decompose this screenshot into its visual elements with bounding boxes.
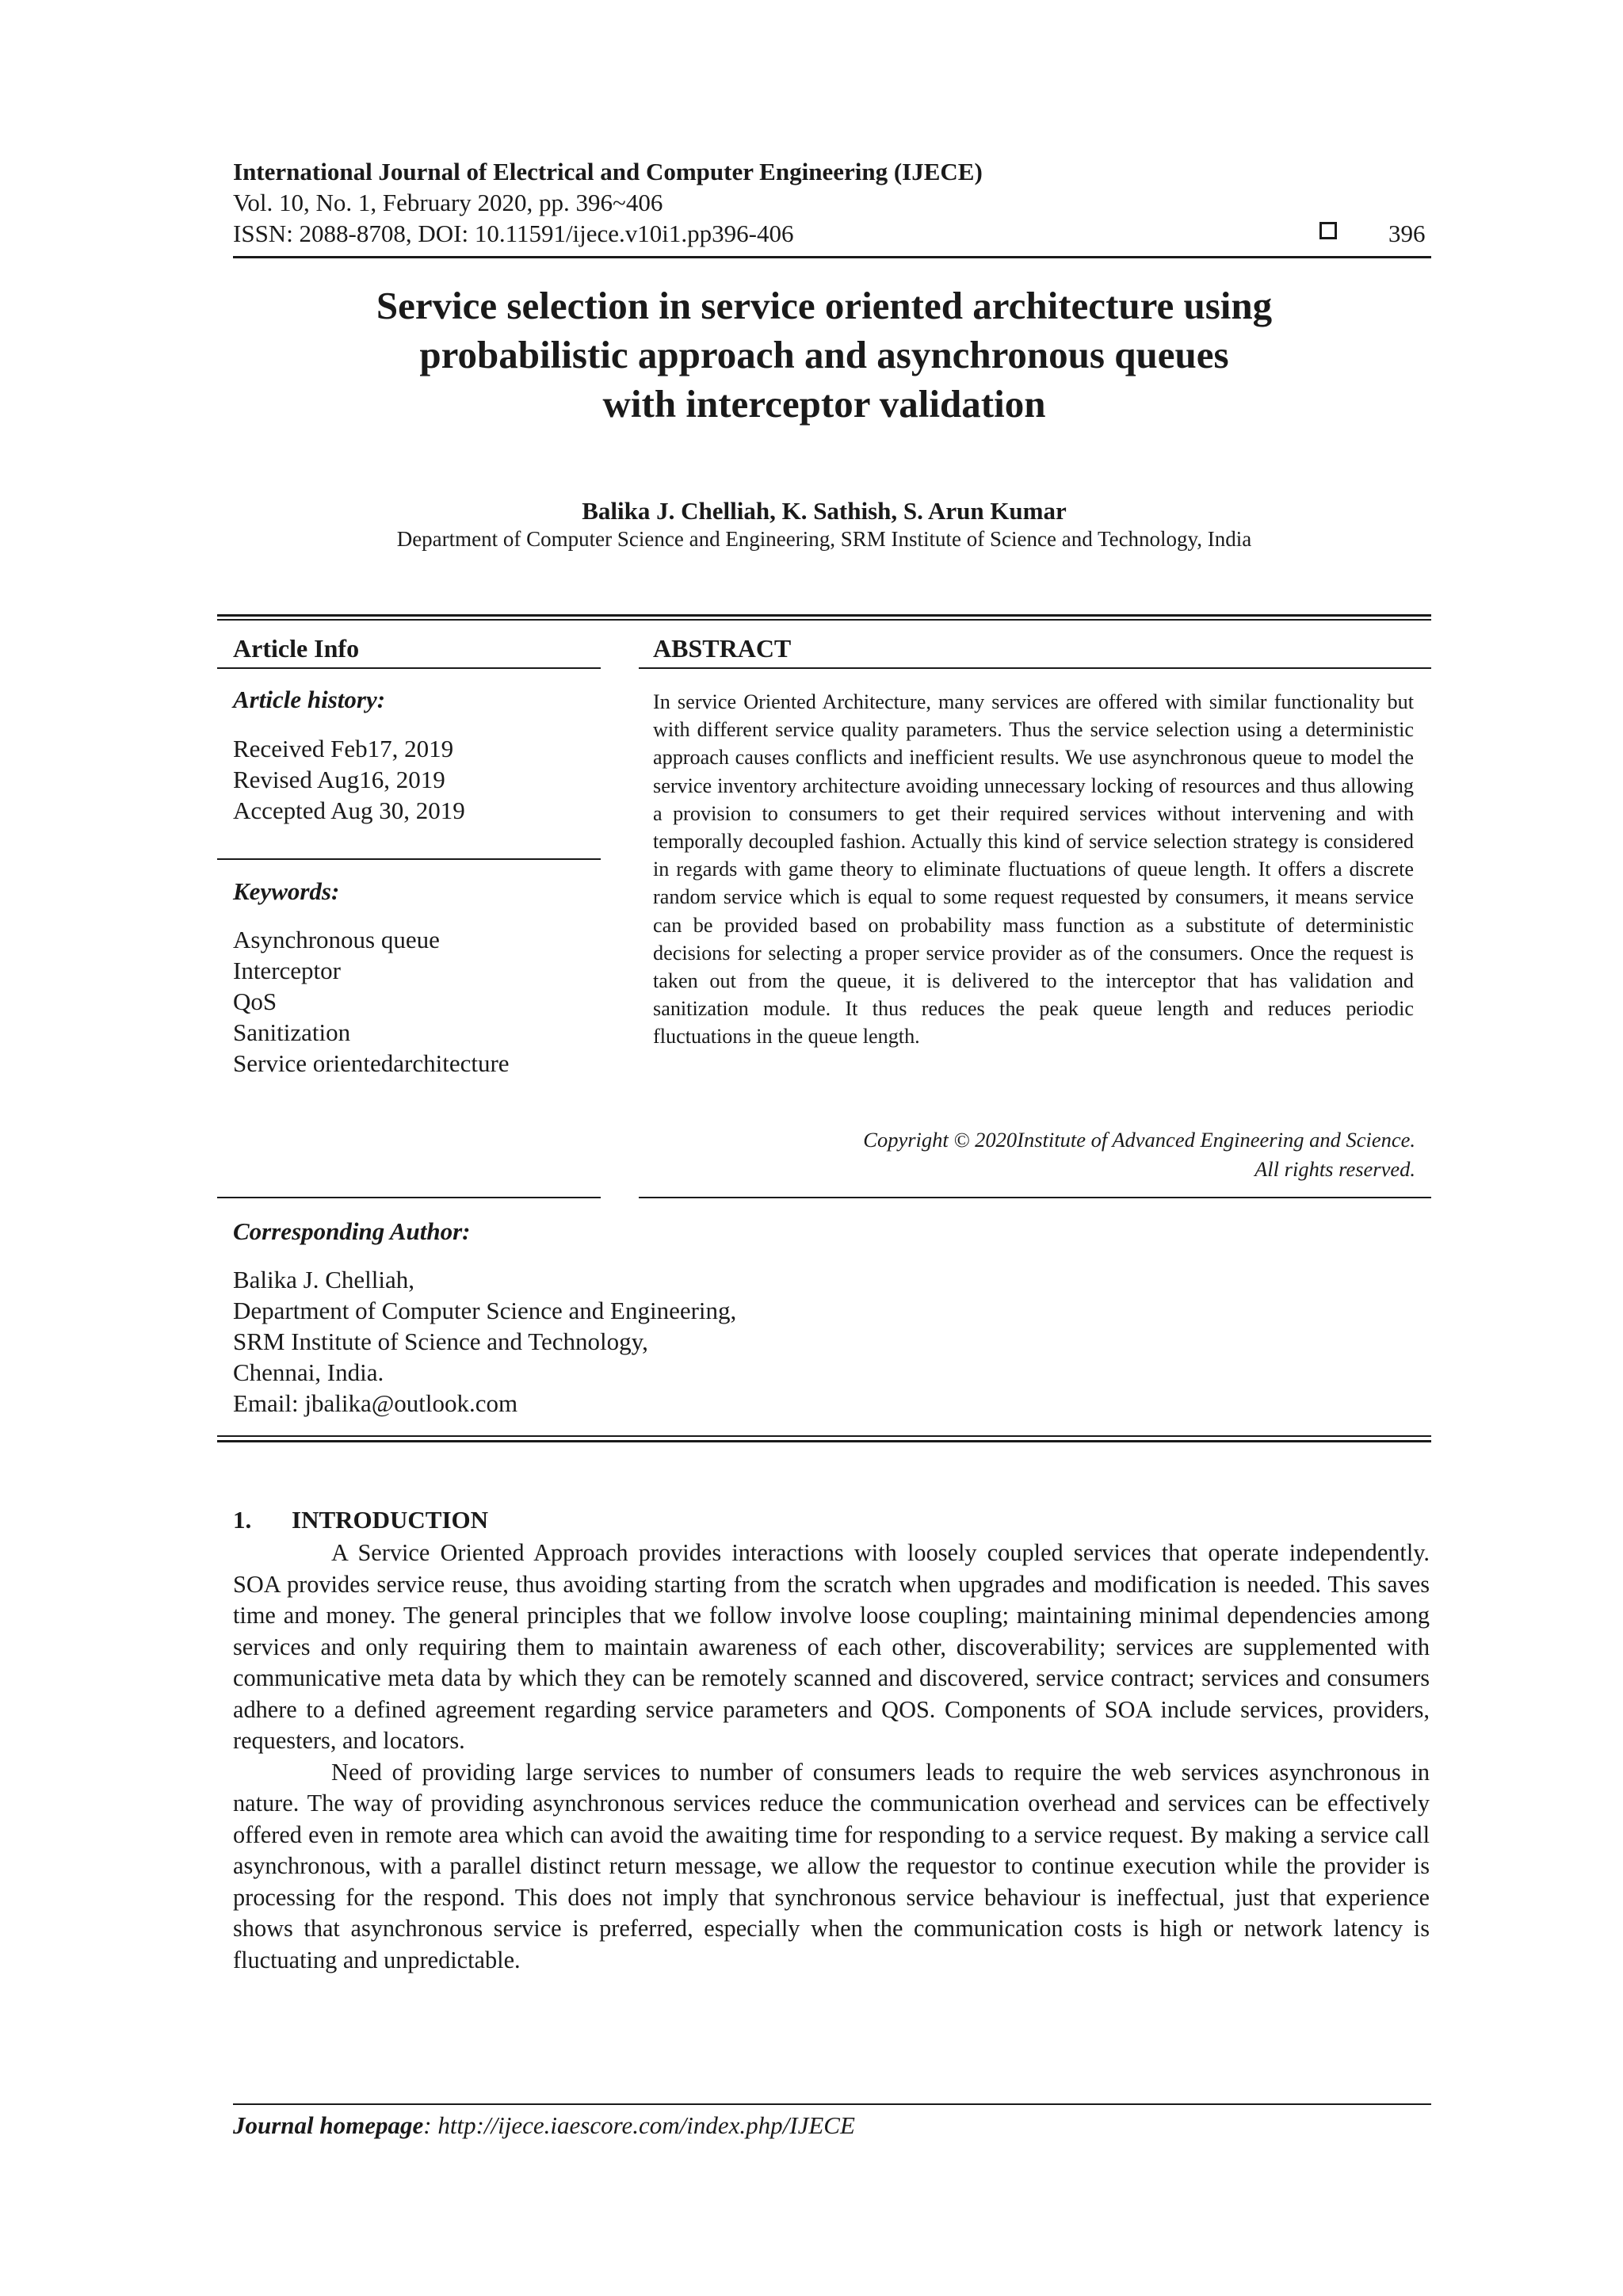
keywords-rule bbox=[217, 858, 601, 860]
footer-label: Journal homepage bbox=[233, 2111, 424, 2139]
history-accepted: Accepted Aug 30, 2019 bbox=[233, 797, 465, 824]
paper-title bbox=[206, 281, 1442, 429]
keyword-item: Service orientedarchitecture bbox=[233, 1049, 510, 1077]
authors: Balika J. Chelliah, K. Sathish, S. Arun Kumar bbox=[582, 497, 1067, 525]
keywords-list bbox=[233, 924, 510, 1079]
history-revised: Revised Aug16, 2019 bbox=[233, 766, 445, 793]
box-top-rule bbox=[217, 614, 1431, 617]
author-department: Department of Computer Science and Engineering, bbox=[233, 1297, 737, 1324]
title-line: Service selection in service oriented architecture using bbox=[376, 284, 1273, 327]
journal-name: International Journal of Electrical and Computer Engineering (IJECE) bbox=[233, 158, 983, 185]
issn-doi: ISSN: 2088-8708, DOI: 10.11591/ijece.v10i1.pp396-406 bbox=[233, 220, 794, 247]
keyword-item: QoS bbox=[233, 988, 277, 1015]
author-email: Email: jbalika@outlook.com bbox=[233, 1389, 518, 1417]
article-info-bottom-rule bbox=[217, 1197, 601, 1198]
article-info-rule bbox=[217, 667, 601, 669]
article-history-list bbox=[233, 733, 465, 826]
title-line: probabilistic approach and asynchronous queues bbox=[419, 333, 1229, 376]
header-rule bbox=[233, 256, 1431, 258]
corresponding-author-details bbox=[233, 1264, 736, 1419]
journal-homepage bbox=[233, 2111, 855, 2140]
keyword-item: Sanitization bbox=[233, 1018, 351, 1046]
intro-heading: INTRODUCTION bbox=[292, 1506, 489, 1534]
intro-paragraph: Need of providing large services to number of consumers leads to require the web services asynchronous in nature. The way of providing asynchronous services reduce the communication overhead and services can be effectively offered even in remote area which can avoid the awaiting time for responding to a service request. By making a service call asynchronous, with a parallel distinct return message, we allow the requestor to continue execution while the provider is processing for the respond. This does not imply that synchronous service behaviour is ineffectual, just that experience shows that asynchronous service is preferred, especially when the communication costs is high or network latency is fluctuating and unpredictable. bbox=[233, 1758, 1430, 1973]
abstract-bottom-rule bbox=[639, 1197, 1431, 1198]
author-name: Balika J. Chelliah, bbox=[233, 1266, 415, 1293]
title-line: with interceptor validation bbox=[602, 382, 1046, 426]
abstract-heading: ABSTRACT bbox=[653, 634, 792, 663]
keyword-item: Interceptor bbox=[233, 957, 341, 984]
article-history-heading: Article history: bbox=[233, 686, 386, 713]
author-institute: SRM Institute of Science and Technology, bbox=[233, 1328, 648, 1355]
keywords-heading: Keywords: bbox=[233, 877, 340, 905]
copyright-notice bbox=[863, 1125, 1415, 1184]
abstract-rule bbox=[639, 667, 1431, 669]
footer-rule bbox=[233, 2103, 1431, 2105]
box-bottom-rule-2 bbox=[217, 1440, 1431, 1442]
page-number: 396 bbox=[1388, 220, 1426, 247]
affiliation: Department of Computer Science and Engineering, SRM Institute of Science and Technology, India bbox=[396, 527, 1252, 551]
rights-line: All rights reserved. bbox=[1254, 1157, 1415, 1181]
history-received: Received Feb17, 2019 bbox=[233, 735, 454, 762]
article-info-heading: Article Info bbox=[233, 634, 360, 663]
box-bottom-rule bbox=[217, 1435, 1431, 1437]
box-top-rule-2 bbox=[217, 619, 1431, 621]
checkbox-square-icon bbox=[1319, 222, 1337, 239]
copyright-line: Copyright © 2020Institute of Advanced Engineering and Science. bbox=[863, 1128, 1415, 1152]
abstract-text: In service Oriented Architecture, many services are offered with similar functionality but with different service quality parameters. Thus the service selection using a deterministic approach causes conflicts and inefficient results. We use asynchronous queue to model the service inventory architecture avoiding unnecessary locking of resources and thus allowing a provision to consumers to get their required services without intervening and with temporally decoupled fashion. Actually this kind of service selection strategy is considered in regards with game theory to eliminate fluctuations of queue length. It offers a discrete random service which is equal to some request requested by consumers, it means service can be provided based on probability mass function as a substitute of deterministic decisions for selecting a proper service provider as of the consumers. Once the request is taken out from the queue, it is delivered to the interceptor that has validation and sanitization module. It thus reduces the peak queue length and reduces periodic fluctuations in the queue length. bbox=[653, 690, 1414, 1049]
footer-url: : http://ijece.iaescore.com/index.php/IJECE bbox=[423, 2111, 855, 2139]
intro-paragraph: A Service Oriented Approach provides interactions with loosely coupled services that operate independently. SOA provides service reuse, thus avoiding starting from the scratch when upgrades and modification is needed. This saves time and money. The general principles that we follow involve loose coupling; maintaining minimal dependencies among services and only requiring them to maintain awareness of each other, discoverability; services are supplemented with communicative meta data by which they can be remotely scanned and discovered, service contract; services and consumers adhere to a defined agreement regarding service parameters and QOS. Components of SOA include services, providers, requesters, and locators. bbox=[233, 1539, 1430, 1754]
intro-body bbox=[233, 1538, 1430, 1976]
author-location: Chennai, India. bbox=[233, 1358, 384, 1386]
volume-info: Vol. 10, No. 1, February 2020, pp. 396~406 bbox=[233, 189, 663, 216]
keyword-item: Asynchronous queue bbox=[233, 926, 440, 953]
intro-number: 1. bbox=[233, 1506, 252, 1534]
corresponding-author-heading: Corresponding Author: bbox=[233, 1217, 471, 1245]
